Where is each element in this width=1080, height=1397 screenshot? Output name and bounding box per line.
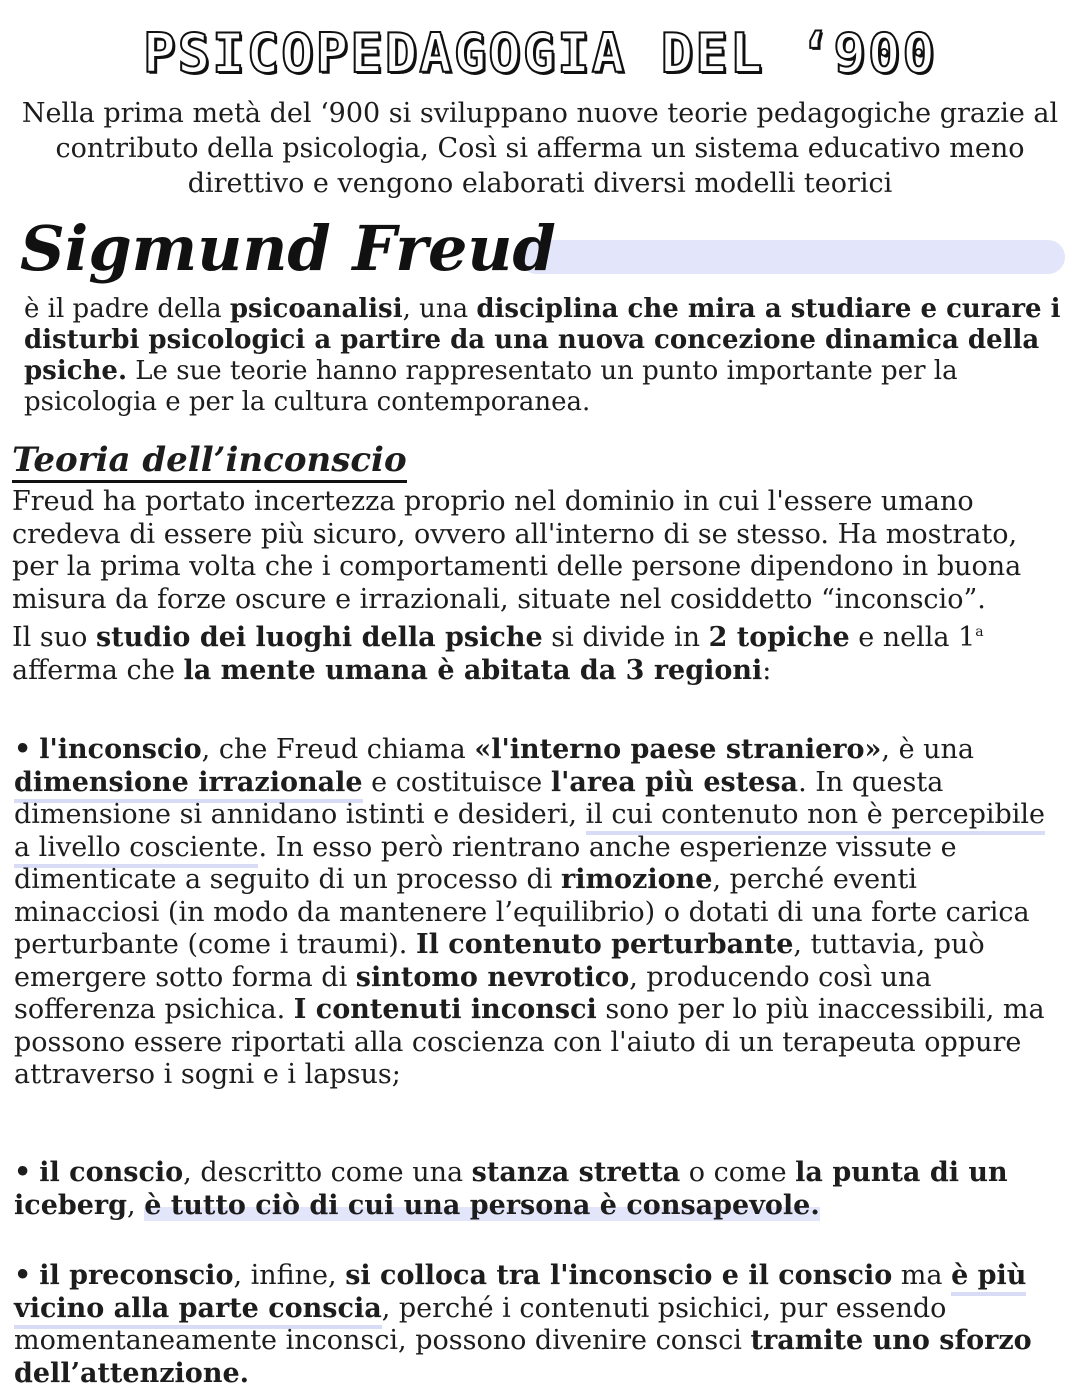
intro-paragraph: Nella prima metà del ‘900 si sviluppano nuove teorie pedagogiche grazie al contributo della psicologia, Così si afferma un sistema educativo meno direttivo e vengono elaborati diversi modelli teorici [21, 98, 1059, 199]
theory-paragraph: Freud ha portato incertezza proprio nel dominio in cui l'essere umano credeva di essere più sicuro, ovvero all'interno di se stesso. Ha mostrato, per la prima volta che i comportamenti delle persone dipendono in buona misura da forze oscure e irrazionali, situate nel cosiddetto “inconscio”. Il suo studio dei luoghi della psiche si divide in 2 topiche e nella 1$^a$ afferma che la mente umana è abitata da 3 regioni: [12, 486, 1022, 686]
page-title: PSICOPEDAGOGIA DEL ‘900 [143, 22, 937, 85]
freud-paragraph: è il padre della psicoanalisi, una disciplina che mira a studiare e curare i disturbi psicologici a partire da una nuova concezione dinamica della psiche. Le sue teorie hanno rappresentato un punto importante per la psicologia e per la cultura contemporanea. [24, 294, 1061, 417]
section-title-inconscio: Teoria dell’inconscio [12, 440, 407, 483]
freud-heading: Sigmund Freud [20, 212, 556, 285]
bullet-conscio: • il conscio, descritto come una stanza stretta o come la punta di un iceberg, è tutto ciò di cui una persona è consapevole. [14, 1157, 1008, 1221]
bullet-inconscio: • l'inconscio, che Freud chiama «l'interno paese straniero», è una dimensione irrazionale e costituisce l'area più estesa. In questa dimensione si annidano istinti e desideri, il cui contenuto non è percepibile a livello cosciente. In esso però rientrano anche esperienze vissute e dimenticate a seguito di un processo di rimozione, perché eventi minacciosi (in modo da mantenere l’equilibrio) o dotati di una forte carica perturbante (come i traumi). Il contenuto perturbante, tuttavia, può emergere sotto forma di sintomo nevrotico, producendo così una sofferenza psichica. I contenuti inconsci sono per lo più inaccessibili, ma possono essere riportati alla coscienza con l'aiuto di un terapeuta oppure attraverso i sogni e i lapsus; [14, 734, 1046, 1090]
bullet-preconscio: • il preconscio, infine, si colloca tra l'inconscio e il conscio ma è più vicino alla parte conscia, perché i contenuti psichici, pur essendo momentaneamente inconsci, possono divenire consci tramite uno sforzo dell’attenzione. [14, 1260, 1032, 1389]
highlight-bar [520, 240, 1065, 274]
